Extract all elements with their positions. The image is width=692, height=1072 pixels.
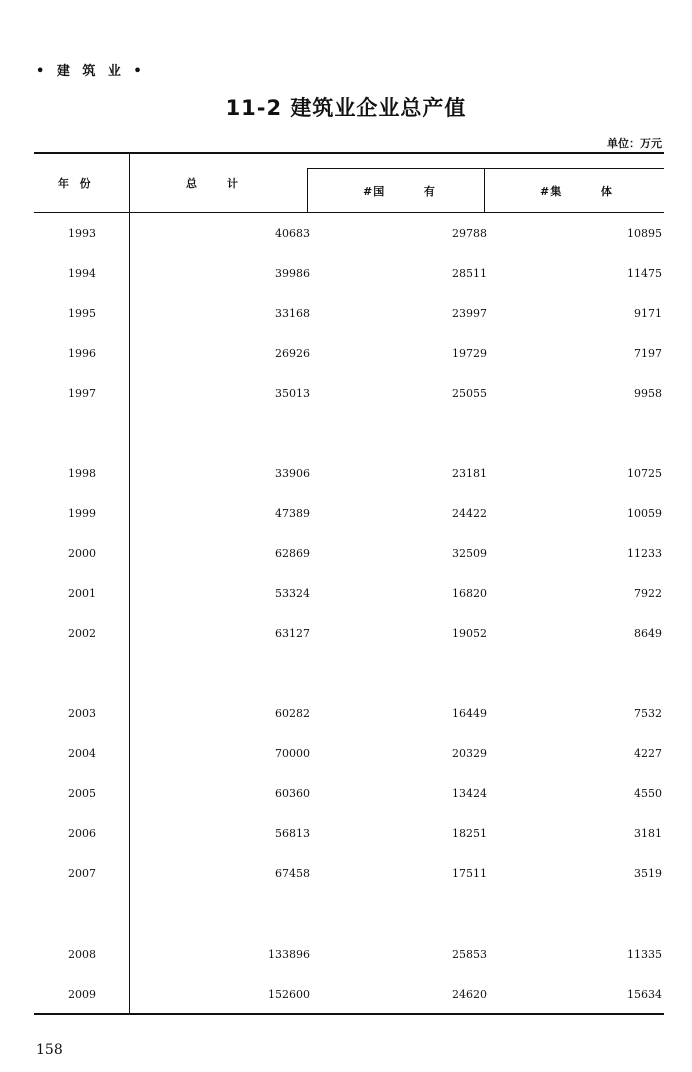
total-cell: 60282: [275, 707, 310, 720]
table-row: [0, 587, 692, 607]
table-bottom-rule: [34, 1013, 664, 1015]
collective-cell: 9958: [634, 387, 662, 400]
state-owned-cell: 24422: [452, 507, 487, 520]
table-row: [0, 307, 692, 327]
total-cell: 67458: [275, 867, 310, 880]
total-cell: 133896: [268, 948, 310, 961]
collective-cell: 4550: [634, 787, 662, 800]
year-cell: 1996: [68, 347, 96, 360]
total-column-divider: [307, 168, 308, 213]
year-cell: 2006: [68, 827, 96, 840]
total-cell: 47389: [275, 507, 310, 520]
table-row: [0, 507, 692, 527]
header-total: 总 计: [186, 177, 239, 190]
total-cell: 33168: [275, 307, 310, 320]
table-row: [0, 867, 692, 887]
year-cell: 2002: [68, 627, 96, 640]
collective-cell: 11475: [627, 267, 662, 280]
total-cell: 53324: [275, 587, 310, 600]
collective-cell: 11335: [627, 948, 662, 961]
collective-cell: 4227: [634, 747, 662, 760]
year-cell: 2004: [68, 747, 96, 760]
table-row: [0, 948, 692, 968]
table-row: [0, 387, 692, 407]
year-cell: 1999: [68, 507, 96, 520]
total-cell: 26926: [275, 347, 310, 360]
total-cell: 62869: [275, 547, 310, 560]
table-row: [0, 347, 692, 367]
page-number: 158: [36, 1042, 63, 1058]
state-owned-cell: 28511: [452, 267, 487, 280]
table-row: [0, 827, 692, 847]
state-owned-cell: 20329: [452, 747, 487, 760]
year-cell: 1994: [68, 267, 96, 280]
year-cell: 1993: [68, 227, 96, 240]
year-cell: 1998: [68, 467, 96, 480]
state-column-divider: [484, 168, 485, 213]
state-owned-cell: 29788: [452, 227, 487, 240]
state-owned-cell: 25853: [452, 948, 487, 961]
year-cell: 2001: [68, 587, 96, 600]
collective-cell: 10895: [627, 227, 662, 240]
total-cell: 63127: [275, 627, 310, 640]
year-cell: 2003: [68, 707, 96, 720]
total-cell: 152600: [268, 988, 310, 1001]
state-owned-cell: 32509: [452, 547, 487, 560]
running-header: • 建 筑 业 •: [36, 64, 146, 79]
state-owned-cell: 23181: [452, 467, 487, 480]
collective-cell: 3519: [634, 867, 662, 880]
total-cell: 56813: [275, 827, 310, 840]
collective-cell: 7532: [634, 707, 662, 720]
table-row: [0, 227, 692, 247]
total-cell: 60360: [275, 787, 310, 800]
year-cell: 2008: [68, 948, 96, 961]
state-owned-cell: 24620: [452, 988, 487, 1001]
state-owned-cell: 25055: [452, 387, 487, 400]
total-cell: 70000: [275, 747, 310, 760]
state-owned-cell: 16449: [452, 707, 487, 720]
year-cell: 2007: [68, 867, 96, 880]
state-owned-cell: 16820: [452, 587, 487, 600]
collective-cell: 8649: [634, 627, 662, 640]
unit-label: 单位：万元: [607, 137, 662, 150]
state-owned-cell: 13424: [452, 787, 487, 800]
year-cell: 1995: [68, 307, 96, 320]
state-owned-cell: 17511: [452, 867, 487, 880]
total-cell: 40683: [275, 227, 310, 240]
year-cell: 1997: [68, 387, 96, 400]
total-cell: 33906: [275, 467, 310, 480]
header-state-owned: #国 有: [363, 185, 436, 198]
collective-cell: 9171: [634, 307, 662, 320]
total-cell: 39986: [275, 267, 310, 280]
total-cell: 35013: [275, 387, 310, 400]
state-owned-cell: 19729: [452, 347, 487, 360]
subheader-top-rule: [307, 168, 664, 169]
table-title: 11-2 建筑业企业总产值: [225, 96, 467, 120]
collective-cell: 11233: [627, 547, 662, 560]
state-owned-cell: 19052: [452, 627, 487, 640]
header-collective: #集 体: [540, 185, 613, 198]
state-owned-cell: 18251: [452, 827, 487, 840]
year-cell: 2005: [68, 787, 96, 800]
year-cell: 2000: [68, 547, 96, 560]
header-year: 年 份: [58, 177, 92, 190]
collective-cell: 10725: [627, 467, 662, 480]
table-row: [0, 627, 692, 647]
table-row: [0, 707, 692, 727]
table-row: [0, 747, 692, 767]
table-row: [0, 547, 692, 567]
table-row: [0, 267, 692, 287]
table-row: [0, 787, 692, 807]
collective-cell: 7197: [634, 347, 662, 360]
collective-cell: 10059: [627, 507, 662, 520]
collective-cell: 3181: [634, 827, 662, 840]
table-row: [0, 467, 692, 487]
state-owned-cell: 23997: [452, 307, 487, 320]
table-row: [0, 988, 692, 1008]
collective-cell: 7922: [634, 587, 662, 600]
year-cell: 2009: [68, 988, 96, 1001]
collective-cell: 15634: [627, 988, 662, 1001]
